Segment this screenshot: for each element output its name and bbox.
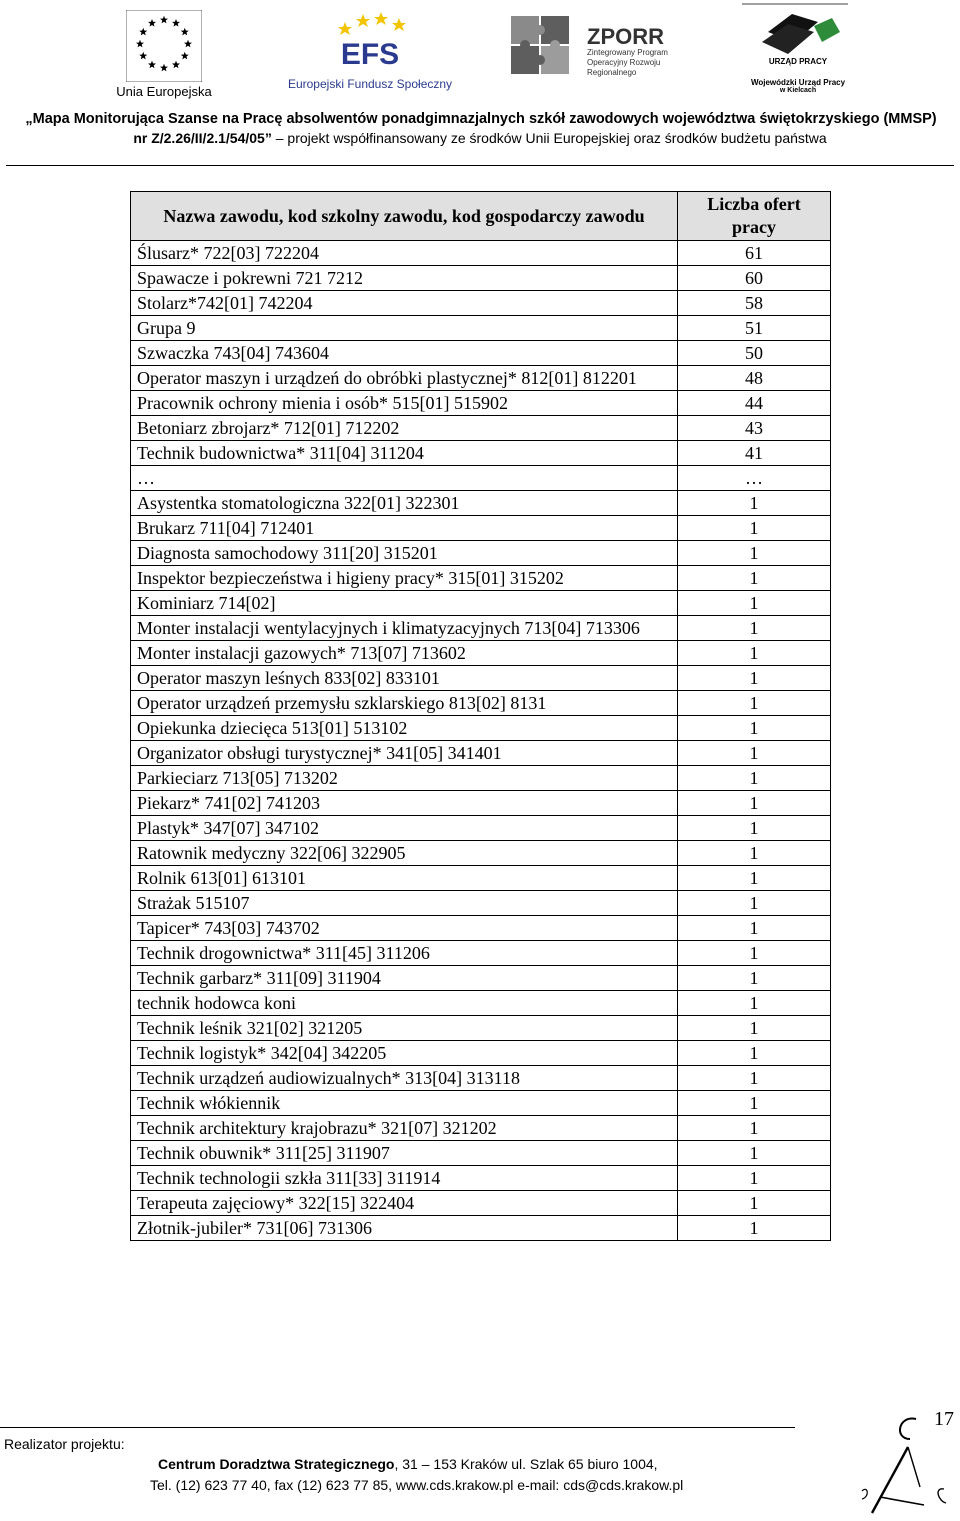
offer-count: 1 xyxy=(678,1016,831,1041)
footer-company: Centrum Doradztwa Strategicznego xyxy=(158,1456,395,1472)
efs-logo-text: EFS xyxy=(340,38,400,70)
table-row xyxy=(131,991,831,1016)
table-row xyxy=(131,516,831,541)
table-row xyxy=(131,616,831,641)
footer-address xyxy=(158,1456,658,1472)
occupation-name: … xyxy=(131,466,678,491)
table-row xyxy=(131,316,831,341)
offer-count: 50 xyxy=(678,341,831,366)
column-header-count: Liczba ofert pracy xyxy=(678,192,831,241)
table-row xyxy=(131,841,831,866)
table-row xyxy=(131,1016,831,1041)
logo-bar xyxy=(0,0,960,100)
offer-count: 1 xyxy=(678,641,831,666)
occupation-name: Rolnik 613[01] 613101 xyxy=(131,866,678,891)
offer-count: 1 xyxy=(678,1191,831,1216)
table-row xyxy=(131,866,831,891)
offer-count: 1 xyxy=(678,1216,831,1241)
table-row xyxy=(131,566,831,591)
offer-count: 60 xyxy=(678,266,831,291)
occupation-name: Technik leśnik 321[02] 321205 xyxy=(131,1016,678,1041)
table-row xyxy=(131,241,831,266)
table-row xyxy=(131,891,831,916)
job-offers-table xyxy=(130,191,831,1241)
project-number: nr Z/2.26/II/2.1/54/05” xyxy=(133,130,272,146)
occupation-name: Technik urządzeń audiowizualnych* 313[04] 313118 xyxy=(131,1066,678,1091)
table-row xyxy=(131,1141,831,1166)
table-row xyxy=(131,1066,831,1091)
offer-count: … xyxy=(678,466,831,491)
occupation-name: Strażak 515107 xyxy=(131,891,678,916)
occupation-name: Technik obuwnik* 311[25] 311907 xyxy=(131,1141,678,1166)
occupation-name: Parkieciarz 713[05] 713202 xyxy=(131,766,678,791)
occupation-name: Operator maszyn i urządzeń do obróbki plastycznej* 812[01] 812201 xyxy=(131,366,678,391)
urzad-pracy-emblem-icon xyxy=(740,2,850,78)
efs-emblem-icon xyxy=(315,8,425,70)
table-row xyxy=(131,391,831,416)
occupation-name: Technik logistyk* 342[04] 342205 xyxy=(131,1041,678,1066)
occupation-name: Spawacze i pokrewni 721 7212 xyxy=(131,266,678,291)
occupation-name: Technik technologii szkła 311[33] 311914 xyxy=(131,1166,678,1191)
table-row xyxy=(131,366,831,391)
table-row xyxy=(131,341,831,366)
table-row xyxy=(131,491,831,516)
table-row xyxy=(131,1191,831,1216)
offer-count: 1 xyxy=(678,591,831,616)
occupation-name: Technik drogownictwa* 311[45] 311206 xyxy=(131,941,678,966)
table-row xyxy=(131,466,831,491)
offer-count: 41 xyxy=(678,441,831,466)
urzad-pracy-caption-1: Wojewódzki Urząd Pracy xyxy=(750,78,846,87)
footer-contact: Tel. (12) 623 77 40, fax (12) 623 77 85, www.cds.krakow.pl e-mail: cds@cds.krakow.pl xyxy=(150,1477,684,1493)
table-row xyxy=(131,641,831,666)
offer-count: 1 xyxy=(678,966,831,991)
table-row xyxy=(131,916,831,941)
occupation-name: Operator urządzeń przemysłu szklarskiego 813[02] 8131 xyxy=(131,691,678,716)
table-row xyxy=(131,941,831,966)
offer-count: 1 xyxy=(678,666,831,691)
occupation-name: Stolarz*742[01] 742204 xyxy=(131,291,678,316)
column-header-name: Nazwa zawodu, kod szkolny zawodu, kod gospodarczy zawodu xyxy=(131,192,678,241)
zporr-puzzle-icon xyxy=(505,2,579,90)
occupation-name: Betoniarz zbrojarz* 712[01] 712202 xyxy=(131,416,678,441)
occupation-name: Ratownik medyczny 322[06] 322905 xyxy=(131,841,678,866)
urzad-pracy-logo xyxy=(740,2,850,98)
offer-count: 1 xyxy=(678,741,831,766)
occupation-name: Plastyk* 347[07] 347102 xyxy=(131,816,678,841)
occupation-name: Technik włókiennik xyxy=(131,1091,678,1116)
offer-count: 1 xyxy=(678,991,831,1016)
realizator-label: Realizator projektu: xyxy=(4,1436,125,1452)
occupation-name: Brukarz 711[04] 712401 xyxy=(131,516,678,541)
offer-count: 43 xyxy=(678,416,831,441)
table-row xyxy=(131,766,831,791)
table-row xyxy=(131,266,831,291)
offer-count: 1 xyxy=(678,566,831,591)
table-row xyxy=(131,966,831,991)
offer-count: 48 xyxy=(678,366,831,391)
urzad-pracy-text: URZĄD PRACY xyxy=(768,57,828,66)
occupation-name: Asystentka stomatologiczna 322[01] 322301 xyxy=(131,491,678,516)
offer-count: 1 xyxy=(678,691,831,716)
occupation-name: Złotnik-jubiler* 731[06] 731306 xyxy=(131,1216,678,1241)
occupation-name: Organizator obsługi turystycznej* 341[05] 341401 xyxy=(131,741,678,766)
occupation-name: Diagnosta samochodowy 311[20] 315201 xyxy=(131,541,678,566)
offer-count: 61 xyxy=(678,241,831,266)
offer-count: 1 xyxy=(678,1091,831,1116)
table-row xyxy=(131,691,831,716)
offer-count: 1 xyxy=(678,1116,831,1141)
table-row xyxy=(131,791,831,816)
occupation-name: Terapeuta zajęciowy* 322[15] 322404 xyxy=(131,1191,678,1216)
offer-count: 1 xyxy=(678,791,831,816)
occupation-name: Ślusarz* 722[03] 722204 xyxy=(131,241,678,266)
efs-logo xyxy=(286,8,454,94)
table-row xyxy=(131,1216,831,1241)
offer-count: 51 xyxy=(678,316,831,341)
footer-street: , 31 – 153 Kraków ul. Szlak 65 biuro 1004, xyxy=(394,1456,658,1472)
occupation-name: technik hodowca koni xyxy=(131,991,678,1016)
occupation-name: Pracownik ochrony mienia i osób* 515[01] 515902 xyxy=(131,391,678,416)
occupation-name: Monter instalacji gazowych* 713[07] 713602 xyxy=(131,641,678,666)
efs-caption: Europejski Fundusz Społeczny xyxy=(287,77,453,91)
occupation-name: Inspektor bezpieczeństwa i higieny pracy* 315[01] 315202 xyxy=(131,566,678,591)
offer-count: 1 xyxy=(678,1141,831,1166)
zporr-subtitle: Zintegrowany Program Operacyjny Rozwoju Regionalnego xyxy=(587,48,668,77)
occupation-name: Kominiarz 714[02] xyxy=(131,591,678,616)
table-header-row xyxy=(131,192,831,241)
table-row xyxy=(131,1116,831,1141)
page-number: 17 xyxy=(934,1408,954,1430)
occupation-name: Operator maszyn leśnych 833[02] 833101 xyxy=(131,666,678,691)
offer-count: 1 xyxy=(678,916,831,941)
table-row xyxy=(131,416,831,441)
offer-count: 1 xyxy=(678,1041,831,1066)
table-row xyxy=(131,816,831,841)
offer-count: 1 xyxy=(678,941,831,966)
offer-count: 1 xyxy=(678,541,831,566)
offer-count: 1 xyxy=(678,716,831,741)
table-row xyxy=(131,1041,831,1066)
urzad-pracy-caption-2: w Kielcach xyxy=(779,87,817,94)
occupation-name: Piekarz* 741[02] 741203 xyxy=(131,791,678,816)
occupation-name: Technik garbarz* 311[09] 311904 xyxy=(131,966,678,991)
table-row xyxy=(131,1166,831,1191)
footer-divider xyxy=(0,1427,795,1428)
offer-count: 1 xyxy=(678,766,831,791)
zporr-logo xyxy=(505,2,675,92)
table-row xyxy=(131,666,831,691)
offer-count: 1 xyxy=(678,841,831,866)
table-row xyxy=(131,716,831,741)
occupation-name: Szwaczka 743[04] 743604 xyxy=(131,341,678,366)
offer-count: 1 xyxy=(678,866,831,891)
offer-count: 58 xyxy=(678,291,831,316)
project-subtitle xyxy=(0,130,960,146)
occupation-name: Tapicer* 743[03] 743702 xyxy=(131,916,678,941)
offer-count: 1 xyxy=(678,1066,831,1091)
offer-count: 1 xyxy=(678,891,831,916)
occupation-name: Grupa 9 xyxy=(131,316,678,341)
occupation-name: Technik budownictwa* 311[04] 311204 xyxy=(131,441,678,466)
offer-count: 1 xyxy=(678,816,831,841)
table-row xyxy=(131,1091,831,1116)
occupation-name: Technik architektury krajobrazu* 321[07] 321202 xyxy=(131,1116,678,1141)
zporr-title: ZPORR xyxy=(587,24,664,49)
eu-stars-icon xyxy=(126,10,202,82)
occupation-name: Opiekunka dziecięca 513[01] 513102 xyxy=(131,716,678,741)
offer-count: 1 xyxy=(678,491,831,516)
eu-caption: Unia Europejska xyxy=(116,84,212,99)
offer-count: 1 xyxy=(678,516,831,541)
table-row xyxy=(131,441,831,466)
eu-logo xyxy=(112,4,216,100)
table-row xyxy=(131,291,831,316)
project-title: „Mapa Monitorująca Szanse na Pracę absolwentów ponadgimnazjalnych szkół zawodowych województwa świętokrzyskiego (MMSP) xyxy=(25,111,937,127)
offer-count: 44 xyxy=(678,391,831,416)
occupation-name: Monter instalacji wentylacyjnych i klimatyzacyjnych 713[04] 713306 xyxy=(131,616,678,641)
offer-count: 1 xyxy=(678,1166,831,1191)
offer-count: 1 xyxy=(678,616,831,641)
header-divider xyxy=(6,165,954,166)
table-row xyxy=(131,541,831,566)
table-row xyxy=(131,741,831,766)
table-row xyxy=(131,591,831,616)
project-funding-note: – projekt współfinansowany ze środków Unii Europejskiej oraz środków budżetu państwa xyxy=(271,130,827,146)
